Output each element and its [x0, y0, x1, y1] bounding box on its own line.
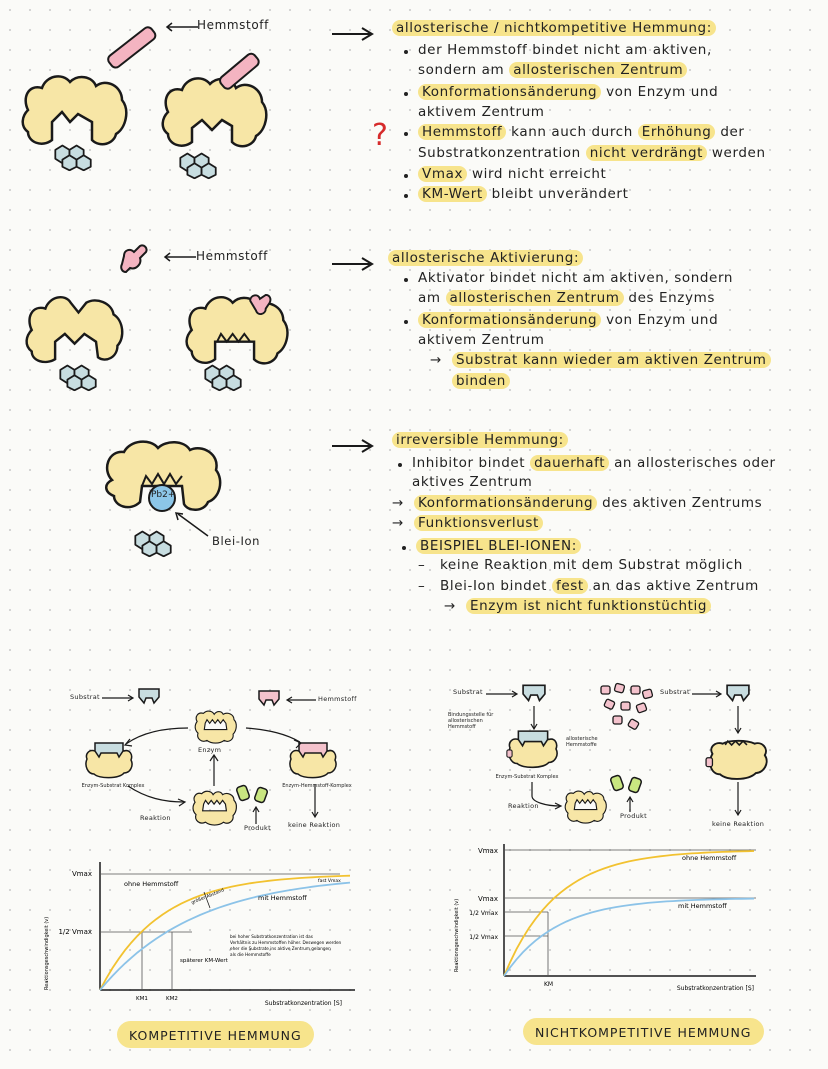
section3-line	[414, 515, 543, 531]
competitive-caption-text: KOMPETITIVE HEMMUNG	[129, 1028, 302, 1043]
comp-eh-label: Enzym-Hemmstoff-Komplex	[282, 783, 352, 789]
text: des aktiven Zentrums	[597, 495, 763, 511]
section2-line	[452, 352, 771, 368]
arrow-up-icon	[626, 796, 634, 812]
highlighted-text: BEISPIEL BLEI-IONEN:	[416, 538, 581, 554]
highlighted-text: Konformationsänderung	[418, 312, 601, 328]
section3-line	[412, 455, 776, 471]
nc-es-complex-icon	[505, 728, 561, 774]
arrow-marker: →	[430, 352, 442, 368]
bullet-point	[402, 546, 406, 550]
bullet-point	[404, 320, 408, 324]
lead-ion-label: Blei-Ion	[212, 534, 261, 548]
section2-heading: allosterische Aktivierung:	[388, 250, 583, 266]
product-icon	[236, 780, 272, 806]
comp-keine-reaktion-label: keine Reaktion	[288, 821, 341, 829]
competitive-chart	[40, 856, 385, 1016]
comp-hemmstoff-label: Hemmstoff	[318, 695, 357, 703]
comp-es-label: Enzym-Substrat Komplex	[81, 783, 145, 789]
substrate-hexagons-icon	[200, 362, 262, 392]
section1-line	[418, 186, 628, 202]
section1-line	[418, 84, 718, 100]
y-axis-label: Reaktionsgeschwindigkeit (v)	[44, 916, 50, 990]
arrow-to-inhibitor-label-icon	[162, 252, 198, 262]
highlighted-text: Funktionsverlust	[414, 515, 543, 531]
annotation: späterer KM-Wert	[180, 958, 228, 964]
section3-line	[416, 538, 581, 554]
bullet-point	[404, 278, 408, 282]
highlighted-text: KM-Wert	[418, 186, 487, 202]
nc-keine-reaktion-label: keine Reaktion	[712, 820, 765, 828]
highlighted-text: allosterischen Zentrum	[509, 62, 687, 78]
section2-line	[418, 332, 545, 348]
arrow-up-icon	[252, 806, 260, 824]
section1-line	[418, 104, 545, 120]
inhibitor-molecule-icon	[108, 24, 158, 74]
nc-es-label: Enzym-Substrat Komplex	[495, 774, 559, 780]
series-ohne-hemmstoff-line	[504, 851, 754, 976]
arrow-right-icon	[692, 690, 724, 698]
enzyme-inactive-icon	[22, 290, 134, 370]
noncompetitive-caption-text: NICHTKOMPETITIVE HEMMUNG	[535, 1025, 752, 1040]
text: bleibt unverändert	[486, 186, 629, 202]
substrate-hexagons-icon	[50, 142, 112, 172]
arrow-right-icon	[330, 26, 376, 42]
annotation-note: bei hoher Substratkonzentration ist das Verhältnis zu Hemmstoffen höher. Deswegen werden eher die Substrate ins aktive Zentrum gelangen als die Hemmstoffe	[230, 934, 342, 957]
y-axis-label: Reaktionsgeschwindigkeit (v)	[454, 898, 460, 972]
enzyme-icon	[562, 788, 610, 824]
text: des Enzyms	[623, 290, 715, 306]
legend-ohne-hemmstoff: ohne Hemmstoff	[682, 854, 737, 862]
arrow-marker: →	[392, 495, 404, 511]
section2-line	[418, 270, 733, 286]
legend-mit-hemmstoff: mit Hemmstoff	[258, 894, 307, 902]
text: von Enzym und	[601, 312, 719, 328]
section1-heading: allosterische / nichtkompetitive Hemmung:	[392, 20, 716, 36]
text: sondern am	[418, 62, 510, 78]
text: der Hemmstoff bindet nicht am aktiven,	[418, 42, 712, 58]
arrow-right-icon	[330, 438, 376, 454]
section2-line	[452, 373, 510, 389]
bullet-point	[398, 463, 402, 467]
nc-allost-hemmstoffe-label: allosterische Hemmstoffe	[566, 736, 598, 748]
question-mark: ?	[372, 118, 388, 153]
x-tick-label: KM2	[166, 996, 178, 1002]
arrow-right-icon	[102, 694, 136, 702]
section3-line	[440, 557, 743, 573]
highlighted-text: Konformationsänderung	[418, 84, 601, 100]
highlighted-text: nicht verdrängt	[586, 145, 707, 161]
y-tick-label: 1/2 Vmax	[469, 910, 498, 917]
substrate-cup-icon	[138, 688, 160, 706]
highlighted-text: fest	[552, 578, 588, 594]
y-tick-label: Vmax	[71, 870, 92, 878]
noncompetitive-chart	[448, 840, 788, 1000]
text: Inhibitor bindet	[412, 455, 531, 471]
section2-line	[418, 290, 715, 306]
text: aktivem Zentrum	[418, 332, 545, 348]
arrow-down-icon	[311, 784, 319, 818]
enzyme-with-inhibitor-icon	[158, 72, 273, 152]
competitive-caption	[117, 1021, 314, 1048]
nc-substrat-label: Substrat	[453, 688, 483, 696]
inhibitor-label: Hemmstoff	[197, 18, 269, 32]
y-tick-label: Vmax	[477, 847, 498, 855]
bullet-point	[404, 174, 408, 178]
highlighted-text: Konformationsänderung	[414, 495, 597, 511]
section3-heading: irreversible Hemmung:	[392, 432, 568, 448]
substrate-cup-icon	[726, 684, 750, 704]
activator-label: Hemmstoff	[196, 249, 268, 263]
enzyme-open-icon	[18, 70, 133, 150]
section3-line	[466, 598, 711, 614]
highlighted-text: Hemmstoff	[418, 124, 506, 140]
text: aktivem Zentrum	[418, 104, 545, 120]
arrow-left-icon	[286, 696, 316, 704]
text: werden	[707, 145, 766, 161]
activator-molecule-icon	[118, 242, 152, 276]
section1-line	[418, 145, 766, 161]
highlighted-text: Vmax	[418, 166, 467, 182]
text: kann auch durch	[506, 124, 638, 140]
arrow-right-icon	[486, 690, 520, 698]
substrate-hexagons-icon	[175, 150, 237, 180]
enzyme-activated-icon	[182, 290, 294, 370]
legend-mit-hemmstoff: mit Hemmstoff	[678, 902, 727, 910]
dash-marker: –	[418, 557, 426, 573]
bullet-point	[404, 194, 408, 198]
text: Aktivator bindet nicht am aktiven, sondern	[418, 270, 734, 286]
highlighted-text: Enzym ist nicht funktionstüchtig	[466, 598, 711, 614]
y-tick-label: 1/2 Vmax	[469, 934, 498, 941]
enzyme-icon	[190, 788, 240, 826]
section3-line	[440, 578, 759, 594]
substrate-cup-icon	[522, 684, 546, 704]
inhibitor-cup-icon	[258, 690, 280, 708]
arrow-down-icon	[734, 782, 742, 816]
comp-substrat-label: Substrat	[70, 693, 100, 701]
text: aktives Zentrum	[412, 474, 533, 490]
arrow-down-icon	[530, 706, 538, 730]
highlighted-text: dauerhaft	[530, 455, 609, 471]
comp-produkt-label: Produkt	[244, 824, 271, 832]
noncompetitive-caption	[523, 1018, 764, 1045]
arrow-marker: →	[392, 515, 404, 531]
section1-line	[418, 166, 606, 182]
enzyme-lead-bound-icon	[100, 436, 228, 516]
y-tick-label: 1/2 Vmax	[58, 928, 92, 936]
substrate-hexagons-icon	[55, 362, 117, 392]
text: an allosterisches oder	[609, 455, 776, 471]
x-axis-label: Substratkonzentration [S]	[264, 1000, 342, 1007]
section1-line	[418, 42, 712, 58]
section1-line	[418, 62, 687, 78]
bullet-point	[404, 92, 408, 96]
series-ohne-hemmstoff-line	[100, 876, 350, 990]
nc-reaktion-label: Reaktion	[508, 802, 539, 810]
text: an das aktive Zentrum	[587, 578, 759, 594]
arrow-marker: →	[444, 598, 456, 614]
nc-produkt-label: Produkt	[620, 812, 647, 820]
comp-reaktion-label: Reaktion	[140, 814, 171, 822]
arrow-right-icon	[330, 256, 376, 272]
text: von Enzym und	[601, 84, 719, 100]
y-tick-label: Vmax	[477, 895, 498, 903]
nc-bindungsstelle-label: Bindungsstelle für allosterischen Hemmstoff	[448, 712, 494, 730]
dash-marker: –	[418, 578, 426, 594]
highlighted-text: binden	[452, 373, 510, 389]
bullet-point	[404, 50, 408, 54]
nc-cycle-arrows-icon	[510, 780, 570, 820]
nc-enzyme-inhibited-icon	[706, 736, 770, 782]
lead-ion-symbol: Pb2+	[151, 490, 176, 500]
highlighted-text: allosterischen Zentrum	[446, 290, 624, 306]
text: der	[715, 124, 745, 140]
arrow-to-inhibitor-label-icon	[164, 22, 200, 32]
comp-enzym-label: Enzym	[198, 746, 222, 754]
section2-line	[418, 312, 718, 328]
section1-line	[418, 124, 745, 140]
nc-substrat2-label: Substrat	[660, 688, 690, 696]
section3-line	[414, 495, 762, 511]
text: am	[418, 290, 446, 306]
legend-ohne-hemmstoff: ohne Hemmstoff	[124, 880, 179, 888]
annotation: größer Abstand	[190, 888, 225, 906]
allosteric-inhibitors-cluster-icon	[595, 682, 659, 734]
text: keine Reaktion mit dem Substrat möglich	[440, 557, 743, 573]
highlighted-text: Substrat kann wieder am aktiven Zentrum	[452, 352, 771, 368]
x-tick-label: KM	[544, 981, 554, 988]
annotation: fast Vmax	[318, 879, 341, 884]
text: wird nicht erreicht	[467, 166, 607, 182]
section3-line	[412, 474, 532, 490]
highlighted-text: Erhöhung	[638, 124, 716, 140]
x-tick-label: KM1	[136, 996, 148, 1002]
text: Blei-Ion bindet	[440, 578, 552, 594]
text: Substratkonzentration	[418, 145, 586, 161]
substrate-hexagons-icon	[130, 528, 192, 558]
x-axis-label: Substratkonzentration [S]	[676, 985, 754, 992]
nc-product-icon	[610, 770, 646, 796]
arrow-down-icon	[734, 706, 742, 734]
bullet-point	[404, 132, 408, 136]
